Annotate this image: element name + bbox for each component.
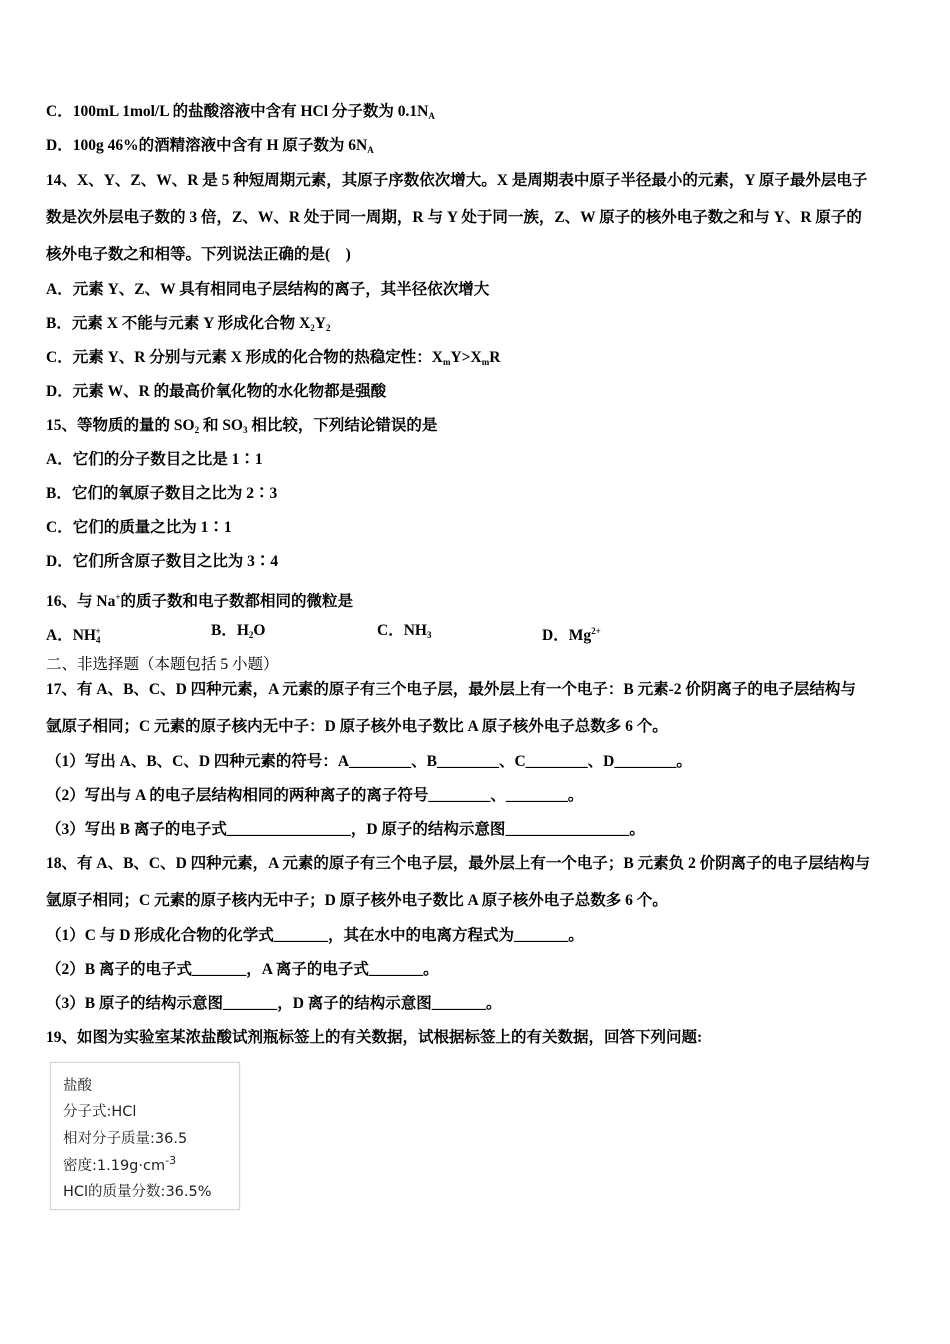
label-molar-mass: 相对分子质量:36.5	[63, 1131, 188, 1147]
q14-option-d: D．元素 W、R 的最高价氧化物的水化物都是强酸	[46, 383, 387, 400]
q17-part1: （1）写出 A、B、C、D 四种元素的符号：A________、B________、C________、D________。	[46, 753, 692, 770]
q18-part1: （1）C 与 D 形成化合物的化学式_______，其在水中的电离方程式为_______。	[46, 927, 584, 944]
q14-stem-line3: 核外电子数之和相等。下列说法正确的是( )	[46, 246, 351, 263]
q13-option-d: D．100g 46%的酒精溶液中含有 H 原子数为 $6N_A$	[46, 137, 374, 155]
q15-option-d: D．它们所含原子数目之比为 3∶4	[46, 553, 279, 570]
q15-option-b: B．它们的氧原子数目之比为 2∶3	[46, 485, 278, 502]
q16-option-d: D．$Mg^{2+}$	[542, 626, 601, 644]
q14-option-a: A．元素 Y、Z、W 具有相同电子层结构的离子，其半径依次增大	[46, 281, 490, 298]
label-name: 盐酸	[63, 1078, 92, 1094]
q17-stem-line2: 氩原子相同；C 元素的原子核内无中子：D 原子核外电子数比 A 原子核外电子总数多 6 个。	[46, 718, 668, 735]
q18-part3: （3）B 原子的结构示意图_______，D 离子的结构示意图_______。	[46, 995, 502, 1012]
q18-part2: （2）B 离子的电子式_______，A 离子的电子式_______。	[46, 961, 439, 978]
q14-stem-line2: 数是次外层电子数的 3 倍，Z、W、R 处于同一周期，R 与 Y 处于同一族，Z、W 原子的核外电子数之和与 Y、R 原子的	[46, 209, 862, 226]
q17-part2: （2）写出与 A 的电子层结构相同的两种离子的离子符号________、________。	[46, 787, 584, 804]
label-formula: 分子式:HCl	[63, 1104, 137, 1120]
q17-part3: （3）写出 B 离子的电子式________________，D 原子的结构示意图________________。	[46, 821, 645, 838]
q16-options	[46, 621, 646, 643]
q18-stem-line2: 氩原子相同；C 元素的原子核内无中子；D 原子核外电子数比 A 原子核外电子总数多 6 个。	[46, 892, 668, 909]
q18-stem-line1: 18、有 A、B、C、D 四种元素，A 元素的原子有三个电子层，最外层上有一个电子；B 元素负 2 价阴离子的电子层结构与	[46, 855, 871, 872]
section-heading: 二、非选择题（本题包括 5 小题）	[46, 656, 279, 673]
q16-option-a: A．$NH_4^+$	[46, 626, 101, 645]
q15-option-a: A．它们的分子数目之比是 1∶1	[46, 451, 263, 468]
label-density: 密度$:1.19g\cdot cm^{-3}$	[63, 1154, 177, 1174]
q16-option-c: C．$NH_3$	[377, 622, 432, 640]
q13-option-c: C．100mL 1mol/L 的盐酸溶液中含有 HCl 分子数为 $0.1N_A$	[46, 103, 435, 121]
q15-option-c: C．它们的质量之比为 1∶1	[46, 519, 232, 536]
q16-option-b: B．$H_2O$	[211, 622, 266, 640]
q14-option-c: C．元素 Y、R 分别与元素 X 形成的化合物的热稳定性：$X_mY>X_mR$	[46, 349, 501, 367]
q14-stem-line1: 14、X、Y、Z、W、R 是 5 种短周期元素，其原子序数依次增大。X 是周期表中原子半径最小的元素，Y 原子最外层电子	[46, 172, 868, 189]
reagent-label	[50, 1062, 240, 1210]
label-mass-fraction: HCl的质量分数:36.5%	[63, 1184, 212, 1200]
q17-stem-line1: 17、有 A、B、C、D 四种元素，A 元素的原子有三个电子层，最外层上有一个电子：B 元素-2 价阴离子的电子层结构与	[46, 681, 856, 698]
q15-stem: 15、等物质的量的 $SO_2$ 和 $SO_3$ 相比较，下列结论错误的是	[46, 417, 438, 435]
q16-stem: 16、与 Na+的质子数和电子数都相同的微粒是	[46, 592, 353, 610]
q14-option-b: B．元素 X 不能与元素 Y 形成化合物 $X_2Y_2$	[46, 315, 331, 333]
q19-stem: 19、如图为实验室某浓盐酸试剂瓶标签上的有关数据，试根据标签上的有关数据，回答下列问题:	[46, 1029, 703, 1046]
